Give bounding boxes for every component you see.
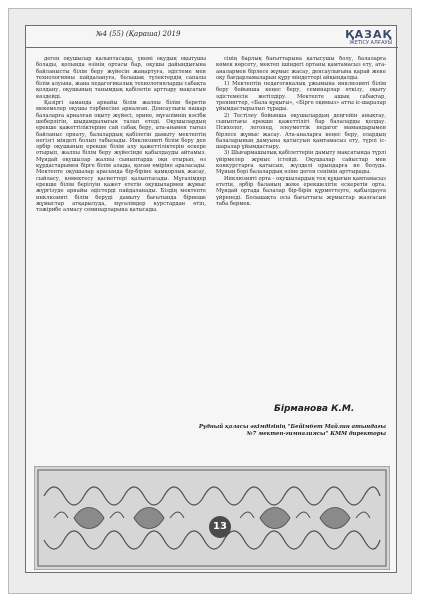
paragraph: Инклюзивті орта - оқушылардың тең құқығын қамтамасыз ететін, әрбір баланың жеке ерекшелігін ескеретін орта. Мұндай ортада балалар бір-бірін құрметтеуге, қабылдауға үйренеді. Болашақта осы бағыттағы жұмыстар жалғасын таба бермек. (216, 175, 386, 207)
brand-subtitle: ЖЕТІСУ АЛҒАУЫ (349, 40, 392, 46)
page-header (26, 26, 398, 48)
author-caption (186, 424, 386, 438)
paragraph: 3) Шығармашылық қабілеттерін дамыту мақсатында түрлі үйірмелер жұмыс істейді. Оқушылар сайыстар мен конкурстарға қатысып, жүлделі орындарға ие болуда. Мұның бәрі балалардың өзіне деген сенімін арттырады. (216, 150, 386, 176)
article-right-column (216, 56, 386, 374)
issue-info: №4 (55) (Қараша) 2019 (96, 30, 181, 38)
author-signature: Бірманова К.М. (274, 404, 355, 414)
paragraph: Қазіргі заманда арнайы білім жалпы білім беретін мекемелер оқушы тәрбиесіне арналған. Денсаулығы нашар балаларға арналған оқыту жүйесі, әрине, мұғалімнің кәсіби шеберлігін, шыдамдылығын талап етеді. Оқушылардың ерекше қажеттіліктеріне сай сабақ беру, ата-анамен тығыз байланыс орнату, балалардың қабілетін дамыту мектептің негізгі міндеті болып табылады. Инклюзивті білім беру деп әрбір оқушының ерекше білім алу қажеттіліктерін ескере отырып, жалпы білім беру жүйесінде қабылдауды айтамыз. Мұндай оқушылар жалпы сыныптарда оқи отырып, өз құрдастарымен бірге білім алады, қоғам өміріне араласады. Мектепте оқушылар арасында бір-біріне қамқорлық жасау, сыйласу, көмектесу қасиеттері қалыптасады. Мұғалімдер ерекше білім берілуін қажет ететін оқушылармен жұмыс жүргізуде арнайы әдістерді пайдаланады. Біздің мектепте инклюзивті білім беруді дамыту бағытында бірнеше жұмыстар атқарылуда, мұғалімдер курстардан өтіп, тәжірибе алмасу семинарларына қатысады. (36, 100, 206, 214)
newspaper-page (8, 8, 412, 594)
brand-title: ҚАЗАҚ (345, 28, 392, 41)
article-left-column (36, 56, 206, 416)
author-caption-line: Рудный қаласы әкімдігінің "Бейімбет Майлин атындағы (198, 424, 386, 430)
paragraph: деген оқушылар қалыптасады, үнемі оқудың оқытушы болады, қолында өзінің ортасы бар, оқушы дайындығына байланысты білім беру жүйесін жаңартуға, әдістеме мен технологияны пайдалануға, болашақ түлектердің сапалы білім алуына, жаңа педагогикалық технологияларды сабақта қолдану, оқушының танымдық қабілетін арттыру мақсатын көздейді. (36, 56, 206, 100)
paragraph: 2) Тестілеу бойынша оқушылардың деңгейін анықтау, сыныптағы ерекше қажеттілігі бар балаларды қолдау. Психолог, логопед, әлеуметтік педагог мамандарымен бірлесе жұмыс жасау. Ата-аналарға кеңес беру, олардың балаларының дамуына қатысуын қамтамасыз ету, түрлі іс-шаралар ұйымдастыру. (216, 112, 386, 151)
publication-brand (345, 28, 392, 46)
page-number: 13 (209, 516, 231, 538)
author-caption-line: №7 мектеп-гимназиясы" КММ директоры (246, 431, 386, 437)
page-frame (25, 25, 397, 573)
paragraph: сінің барлық бағыттарына қатысушы болу, балаларға көмек көрсету, мектеп ішіндегі ортаны қамтамасыз ету, ата-аналармен бірлесе жұмыс жасау, денсаулығына қарай жеке оқу бағдарламаларын құру міндеттері айқындалды. (216, 56, 386, 81)
paragraph: 1) Мектептің педагогикалық ұжымына инклюзивті білім беру бойынша кеңес беру, семинарлар өткізу, оқыту әдістемесін жетілдіру. Мектепте ашық сабақтар, тренингтер, «Бала құқығы», «Бірге оқимыз» атты іс-шаралар ұйымдастырылып тұрады. (216, 81, 386, 113)
